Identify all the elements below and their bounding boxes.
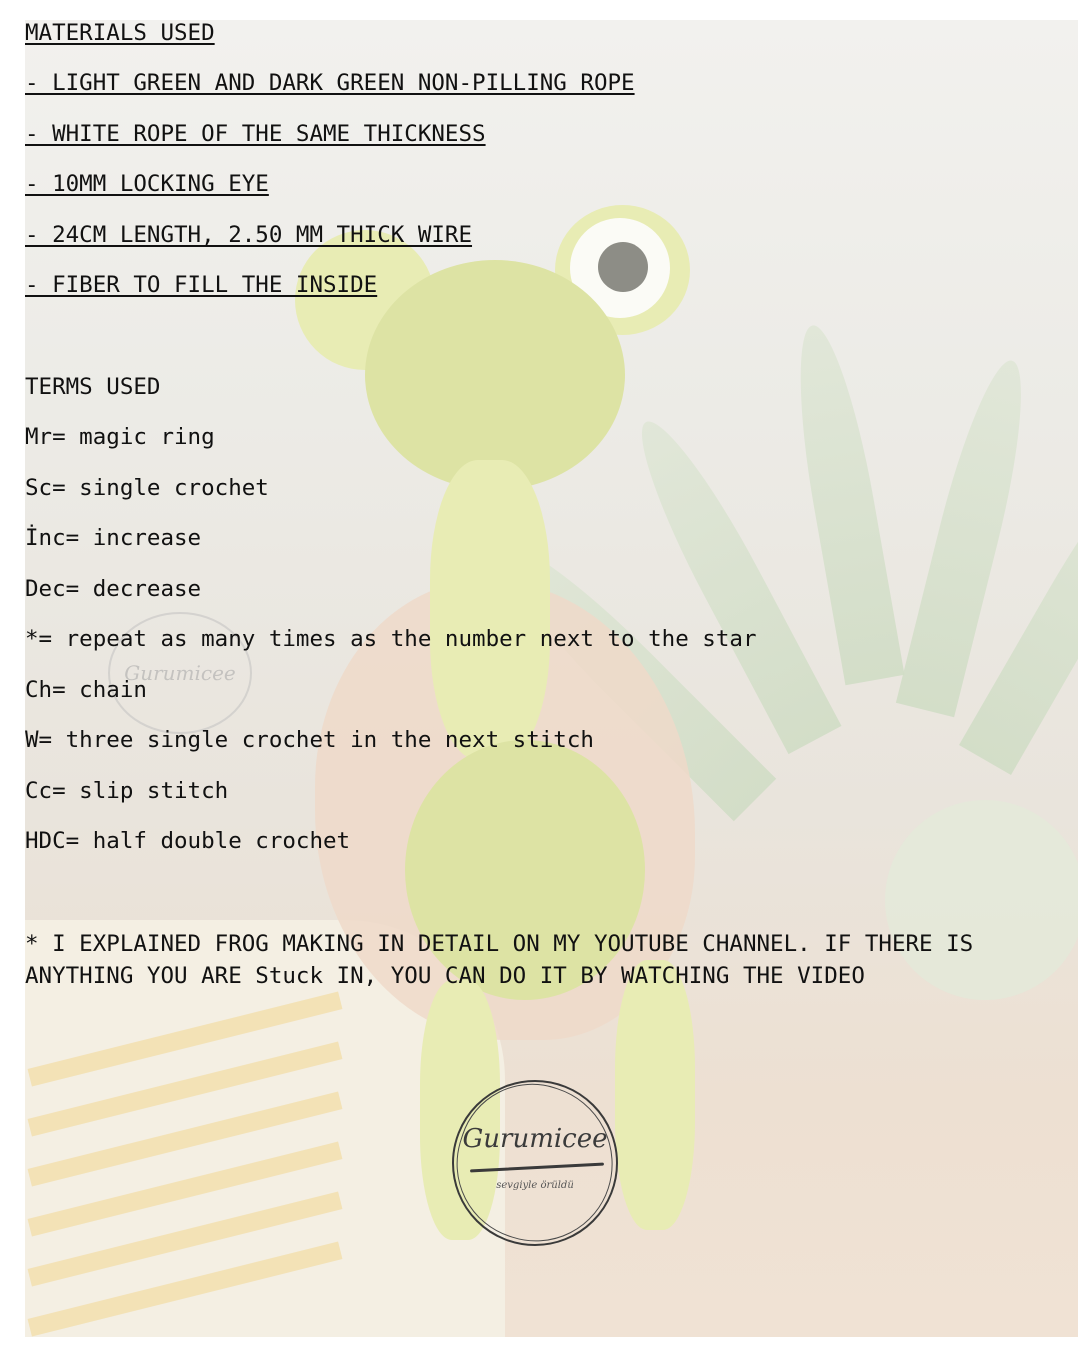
frog-head (365, 260, 625, 490)
material-item: - 24CM LENGTH, 2.50 MM THICK WIRE (25, 222, 473, 248)
brand-logo (452, 1080, 618, 1246)
term-item: HDC= half double crochet (25, 828, 351, 854)
term-item: Ch= chain (25, 677, 147, 703)
note-line-2: ANYTHING YOU ARE Stuck IN, YOU CAN DO IT BY WATCHING THE VIDEO (25, 963, 865, 989)
term-item: Dec= decrease (25, 576, 202, 602)
material-item: - LIGHT GREEN AND DARK GREEN NON-PILLING ROPE (25, 70, 635, 96)
material-item: - 10MM LOCKING EYE (25, 171, 269, 197)
term-item: Cc= slip stitch (25, 778, 229, 804)
term-item: Sc= single crochet (25, 475, 269, 501)
term-item: Mr= magic ring (25, 424, 215, 450)
material-item: - WHITE ROPE OF THE SAME THICKNESS (25, 121, 486, 147)
small-watermark-text: Gurumicee (124, 661, 236, 685)
note-line-1: * I EXPLAINED FROG MAKING IN DETAIL ON MY YOUTUBE CHANNEL. IF THERE IS (25, 931, 974, 957)
term-item: W= three single crochet in the next stitch (25, 727, 594, 753)
logo-tagline: sevgiyle örüldü (496, 1180, 574, 1191)
terms-heading: TERMS USED (25, 374, 161, 400)
term-item: *= repeat as many times as the number next to the star (25, 626, 757, 652)
material-item: - FIBER TO FILL THE INSIDE (25, 272, 378, 298)
term-item: İnc= increase (25, 525, 202, 551)
materials-heading: MATERIALS USED (25, 20, 215, 46)
logo-name: Gurumicee (462, 1124, 608, 1154)
